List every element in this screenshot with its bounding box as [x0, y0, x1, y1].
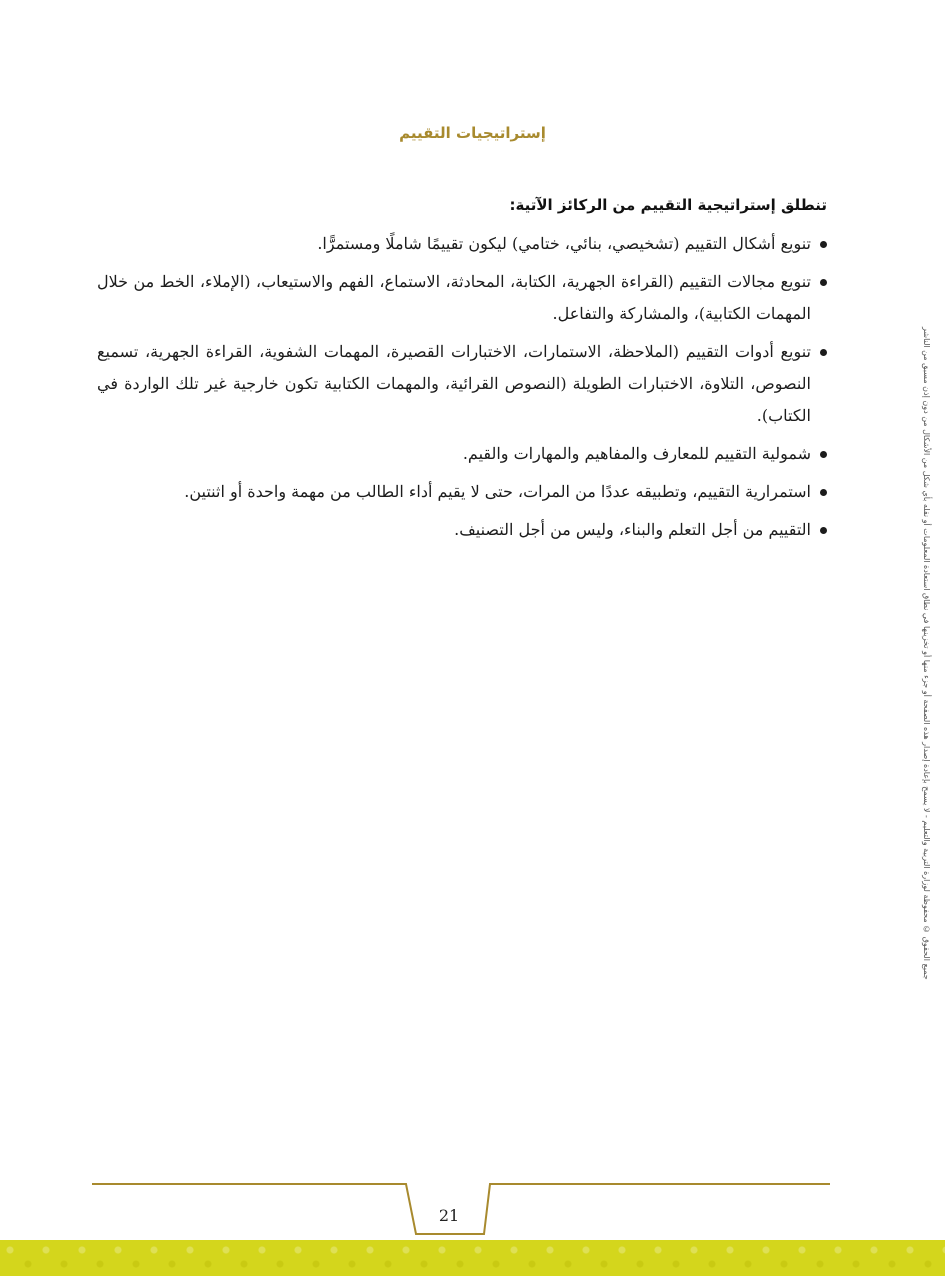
list-item-text: شمولية التقييم للمعارف والمفاهيم والمهارات والقيم. [462, 444, 811, 463]
bullet-icon [820, 241, 827, 248]
list-item-text: تنويع أشكال التقييم (تشخيصي، بنائي، ختامي) ليكون تقييمًا شاملًا ومستمرًّا. [317, 234, 811, 253]
list-item [97, 438, 827, 470]
list-item [97, 266, 827, 330]
page-number: 21 [438, 1206, 460, 1225]
section-title: إستراتيجيات التقييم [399, 124, 546, 142]
list-item-text: تنويع أدوات التقييم (الملاحظة، الاستمارات، الاختبارات القصيرة، المهمات الشفوية، القراءة الجهرية، تسميع النصوص، التلاوة، الاختبارات الطويلة (النصوص القرائية، والمهمات الكتابية تكون خارجية غير تلك الواردة في الكتاب). [97, 342, 811, 425]
list-item [97, 476, 827, 508]
copyright-notice: جميع الحقوق © محفوظة لوزارة التربية والتعليم - لا يسمح بإعادة إصدار هذه الصفحة أو جزء منها أو تخزينها في نطاق استعادة المعلومات أو نقله بأي شكل من الأشكال من دون إذن مسبق من الناشر [922, 327, 931, 980]
list-item [97, 336, 827, 432]
list-item [97, 514, 827, 546]
bullet-icon [820, 527, 827, 534]
bullet-icon [820, 489, 827, 496]
bullet-list [97, 228, 827, 552]
list-item-text: تنويع مجالات التقييم (القراءة الجهرية، الكتابة، المحادثة، الاستماع، الفهم والاستيعاب، (الإملاء، الخط من خلال المهمات الكتابية)، والمشاركة والتفاعل. [97, 272, 811, 323]
bullet-icon [820, 451, 827, 458]
list-item [97, 228, 827, 260]
bullet-icon [820, 279, 827, 286]
list-item-text: التقييم من أجل التعلم والبناء، وليس من أجل التصنيف. [454, 520, 811, 539]
intro-heading: تنطلق إستراتيجية التقييم من الركائز الآتية: [509, 196, 827, 214]
bullet-icon [820, 349, 827, 356]
footer-pattern-band [0, 1240, 945, 1276]
list-item-text: استمرارية التقييم، وتطبيقه عددًا من المرات، حتى لا يقيم أداء الطالب من مهمة واحدة أو اثنتين. [184, 482, 811, 501]
